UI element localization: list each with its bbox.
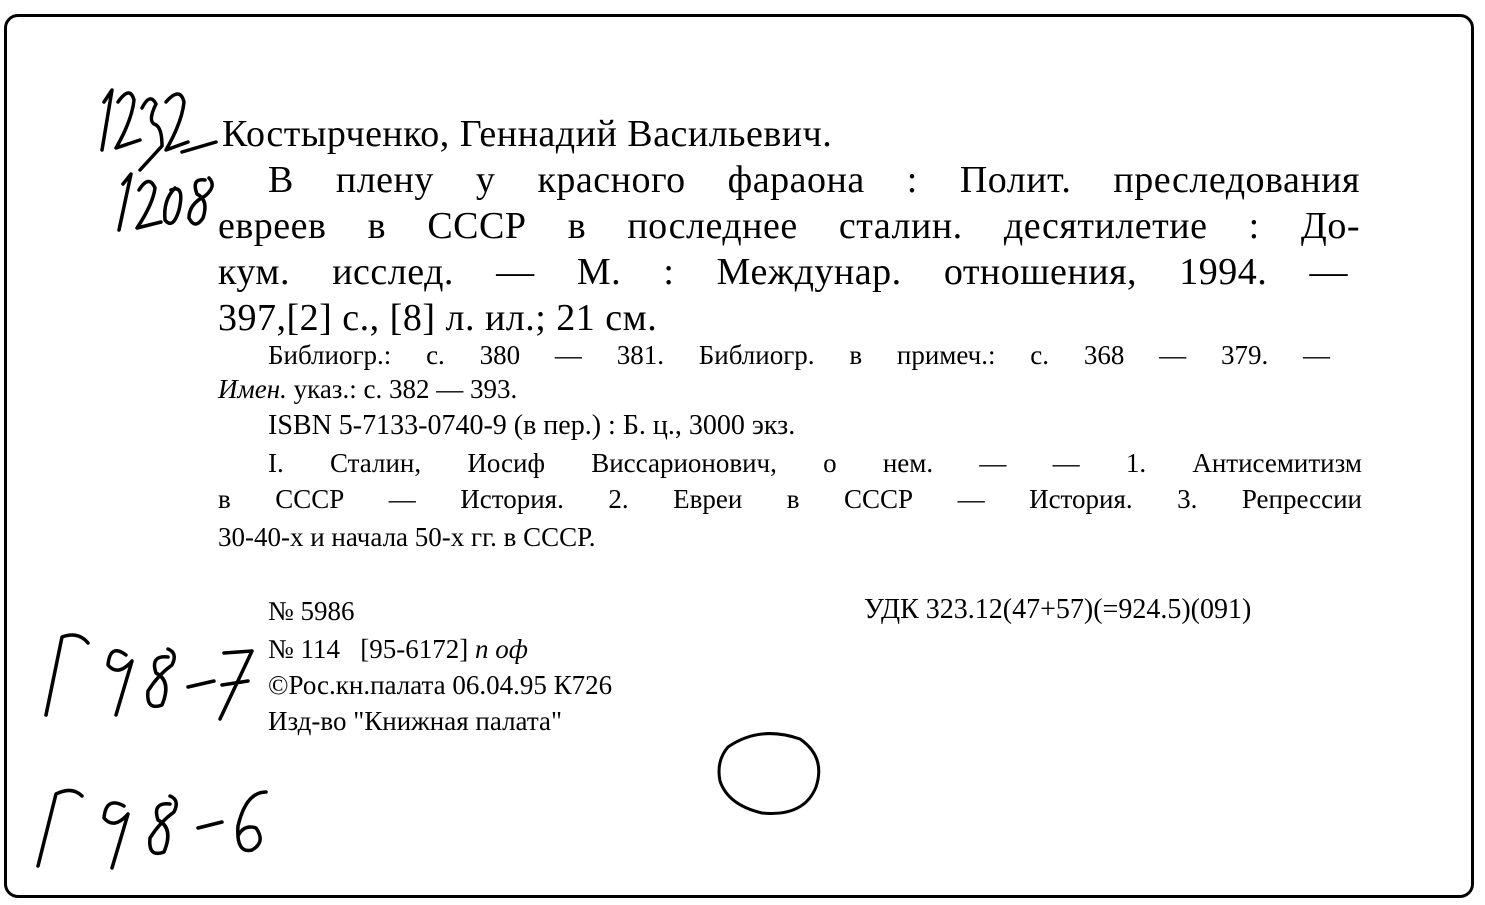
- record-number-2-line: [268, 634, 528, 665]
- title-line-3: кум. исслед. — М. : Междунар. отношения, 1994. —: [218, 251, 1348, 293]
- isbn-line: ISBN 5-7133-0740-9 (в пер.) : Б. ц., 3000 экз.: [268, 410, 796, 441]
- author-heading: Костырченко, Геннадий Васильевич.: [222, 113, 833, 155]
- publisher-line: Изд-во "Книжная палата": [268, 706, 562, 736]
- subject-line-3: 30-40-х и начала 50-х гг. в СССР.: [218, 522, 596, 552]
- udk-code: УДК 323.12(47+57)(=924.5)(091): [864, 594, 1252, 625]
- index-label-italic: Имен.: [218, 374, 287, 404]
- record-number-2: № 114: [268, 634, 341, 664]
- bibliography-note-line-2: [218, 374, 517, 405]
- title-line-1: В плену у красного фараона : Полит. преследования: [268, 159, 1360, 201]
- handwritten-mark-g98-6: [30, 770, 280, 880]
- title-line-2: евреев в СССР в последнее сталин. десятилетие : До-: [218, 205, 1360, 247]
- handwritten-code-1208: [105, 160, 225, 240]
- copyright-line: ©Рос.кн.палата 06.04.95 К726: [268, 670, 613, 700]
- bibliography-note-line-1: Библиогр.: с. 380 — 381. Библиогр. в примеч.: с. 368 — 379. —: [268, 340, 1330, 370]
- subject-line-2: в СССР — История. 2. Евреи в СССР — История. 3. Репрессии: [218, 484, 1362, 514]
- record-number-1: № 5986: [268, 596, 355, 626]
- print-code: п оф: [475, 634, 528, 664]
- subject-line-1: I. Сталин, Иосиф Виссарионович, о нем. — — 1. Антисемитизм: [268, 448, 1362, 478]
- order-code: [95-6172]: [360, 634, 469, 664]
- index-pages: указ.: с. 382 — 393.: [286, 374, 518, 404]
- handwritten-mark-g98-7: [38, 615, 278, 725]
- circle-stamp-mark: [700, 725, 840, 825]
- title-line-4: 397,[2] с., [8] л. ил.; 21 см.: [218, 297, 658, 339]
